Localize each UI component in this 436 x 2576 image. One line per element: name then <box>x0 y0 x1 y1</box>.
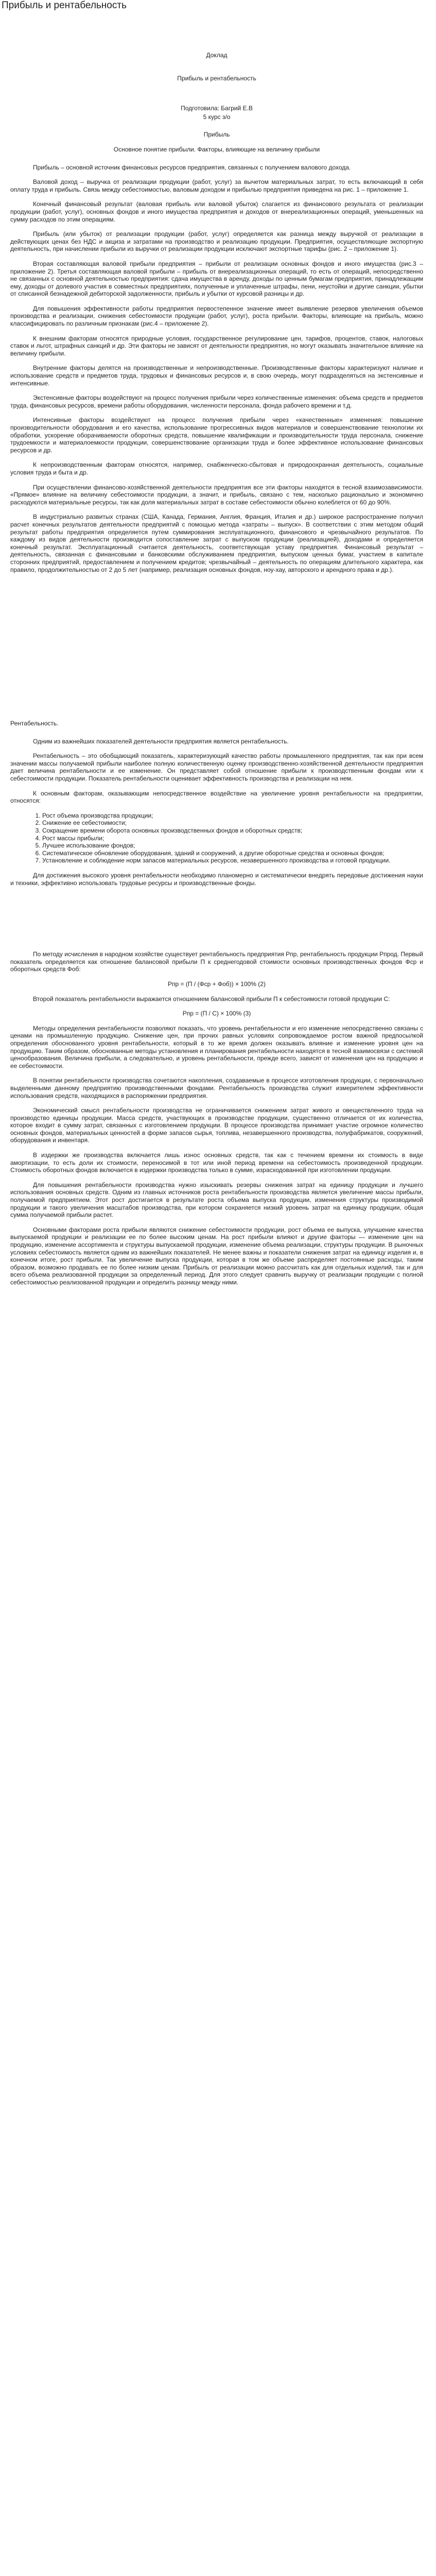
paragraph: Внутренние факторы делятся на производственные и непроизводственные. Производственные факторы характеризуют наличие и использование средств и предметов труда, трудовых и финансовых ресурсов и, в свою очередь, могут подразделяться на экстенсивные и интенсивные. <box>10 364 423 387</box>
paragraph: В издержки же производства включается лишь износ основных средств, так как с течением времени их стоимость в виде амортизации, то есть доли их стоимости, переносимой в тот или иной период времени на себестоимость произведенной продукции. Стоимость оборотных фондов включается в издержки производства только в сумме, израсходованной при изготовлении продукции. <box>10 1151 423 1174</box>
heading-topic: Прибыль и рентабельность <box>177 74 256 82</box>
list-item: 1. Рост объема производства продукции; <box>42 812 423 820</box>
paragraph: Методы определения рентабельности позволяют показать, что уровень рентабельности и его изменение непосредственно связаны с ценами на промышленную продукцию. Снижение цен, при прочих равных условиях сопровождаемое ростом важной предпосылкой определения обоснованного уровня рентабельности, который в то же время должен оказывать влияние и изменение уровня цен на продукцию. Таким образом, обоснованные методы установления и планирования рентабельности находятся в тесной взаимосвязи с системой ценообразования. Величина прибыли, а следовательно, и уровень рентабельности, прежде всего, зависят от изменения цен на продукцию и ее себестоимости. <box>10 1024 423 1070</box>
list-item: 2. Снижение ее себестоимости; <box>42 819 423 827</box>
formula-2: Pпр = (П / C) × 100% (3) <box>182 1010 251 1018</box>
list-item: 3. Сокращение времени оборота основных производственных фондов и оборотных средств; <box>42 827 423 835</box>
paragraph: Для повышения эффективности работы предприятия первостепенное значение имеет выявление резервов увеличения объемов производства и реализации, снижения себестоимости продукции (работ, услуг), роста прибыли. Факторы, влияющие на прибыль, можно классифицировать по различным признакам (рис.4 – приложение 2). <box>10 304 423 328</box>
paragraph: Конечный финансовый результат (валовая прибыль или валовой убыток) слагается из финансового результата от реализации продукции (работ, услуг), основных фондов и иного имущества предприятия и доходов от внереализационных операций, уменьшенных на сумму расходов по этим операциям. <box>10 200 423 223</box>
author-line: Подготовила: Багрий Е.В <box>181 105 253 112</box>
list-item: 7. Установление и соблюдение норм запасов материальных ресурсов, незавершенного производства и готовой продукции. <box>42 857 423 865</box>
course-line: 5 курс з/о <box>203 113 231 121</box>
paragraph: Для повышения рентабельности производства нужно изыскивать резервы снижения затрат на единицу продукции и лучшего использования основных средств. Одним из главных источников роста рентабельности производства является увеличение массы прибыли, получаемой предприятием. Этот рост достигается в результате роста объема выпуска продукции, изменения структуры производимой продукции и такого увеличения масштабов производства, при котором сохраняется низкий уровень затрат на единицу продукции, общая сумма получаемой прибыли растет. <box>10 1181 423 1219</box>
formula-1: Pпр = (П / (Фср + Фоб)) × 100% (2) <box>168 980 266 988</box>
section-subtitle: Основное понятие прибыли. Факторы, влияющие на величину прибыли <box>113 145 320 153</box>
heading-report: Доклад <box>206 52 228 59</box>
paragraph: По методу исчисления в народном хозяйстве существует рентабельность предприятия Pпр, рентабельность продукции Pпрод. Первый показатель определяется как отношение балансовой прибыли П к среднегодовой стоимости основных производственных фондов Фср и оборотных средств Фоб: <box>10 951 423 973</box>
paragraphs-section-d <box>10 951 423 973</box>
factors-list <box>10 812 423 865</box>
paragraphs-section-c <box>10 872 423 887</box>
list-item: 6. Систематическое обновление оборудования, зданий и сооружений, а другие оборотные средства и основных фондов; <box>42 850 423 857</box>
paragraphs-section-b <box>10 738 423 805</box>
spacer <box>10 894 423 951</box>
paragraph: К основным факторам, оказывающим непосредственное воздействие на увеличение уровня рентабельности на предприятии, относятся: <box>10 789 423 805</box>
section-label-profitability: Рентабельность. <box>10 720 59 727</box>
paragraph: В индустриально развитых странах (США, Канада, Германия, Англия, Франция, Италия и др.) широкое распространение получил расчет конечных результатов деятельности предприятий с помощью метода «затраты – выпуск». В соответствии с этим методом общий результат работы предприятия определяется путем суммирования эксплуатационного, финансового и чрезвычайного результатов. По каждому из видов деятельности производится сопоставление затрат с выпуском продукции (реализацией), доходами и определяется конечный результат. Эксплуатационный считается деятельность, соответствующая уставу предприятия. Финансовый результат – деятельность, связанная с финансовыми и банковскими обслуживанием предприятия, выпуском ценных бумаг, участием в капитале сторонних предприятий, предоставлением и получением кредитов; чрезвычайный – деятельность по операциям длительного характера, как правило, продолжительностью от 2 до 5 лет (например, реализация основных фондов, ноу-хау, авторского и арендного права и др.). <box>10 513 423 573</box>
paragraphs-section-e <box>10 995 423 1003</box>
paragraph: Интенсивные факторы воздействуют на процесс получения прибыли через «качественные» изменения: повышение производительности оборудования и его качества, использование прогрессивных видов материалов и совершенствование технологии их обработки, ускорение оборачиваемости оборотных средств, повышение квалификации и производительности труда персонала, снижение трудоемкости и материалоемкости продукции, совершенствование организации труда и более эффективное использование финансовых ресурсов и др. <box>10 416 423 454</box>
paragraph: К внешним факторам относятся природные условия, государственное регулирование цен, тарифов, процентов, ставок, налоговых ставок и льгот, штрафных санкций и др. Эти факторы не зависят от деятельности предприятия, но могут оказывать значительное влияние на величину прибыли. <box>10 334 423 357</box>
list-item: 4. Рост массы прибыли; <box>42 835 423 842</box>
spacer <box>10 581 423 720</box>
section-title: Прибыль <box>203 131 230 139</box>
paragraph: Валовой доход – выручка от реализации продукции (работ, услуг) за вычетом материальных затрат, то есть включающий в себя оплату труда и прибыль. Связь между себестоимостью, валовым доходом и прибылью предприятия приведена на рис. 1 – приложение 1. <box>10 178 423 193</box>
paragraph: Вторая составляющая валовой прибыли предприятия – прибыли от реализации основных фондов и иного имущества (рис.3 – приложение 2). Третья составляющая валовой прибыли – прибыль от внереализационных операций, то есть от операций, непосредственно не связанных с основной деятельностью предприятия: сдача имущества в аренду, доходы по ценным бумагам предприятия, принадлежащим ему, доходы от долевого участия в совместных предприятиях, полученные и уплаченные штрафы, пени, неустойки и другие санкции, убытки от списанной безнадежной дебиторской задолженности, прибыль и убытки от курсовой разницы и др. <box>10 260 423 298</box>
paragraph: При осуществлении финансово-хозяйственной деятельности предприятия все эти факторы находятся в тесной взаимозависимости. «Прямое» влияние на величину себестоимости продукции, а значит, и прибыль, связано с тем, насколько рационально и экономично расходуются материальные ресурсы, так как доля материальных затрат в составе себестоимости обычно колеблется от 60 до 90%. <box>10 483 423 506</box>
paragraph: Для достижения высокого уровня рентабельности необходимо планомерно и систематически внедрять передовые достижения науки и техники, эффективно использовать трудовые ресурсы и производственные фонды. <box>10 872 423 887</box>
paragraph: Прибыль – основной источник финансовых ресурсов предприятия, связанных с получением валового дохода. <box>33 163 351 171</box>
paragraph: Основными факторами роста прибыли являются снижение себестоимости продукции, рост объема ее выпуска, улучшение качества выпускаемой продукции и реализации ее по более высоким ценам. На рост прибыли влияют и другие факторы — изменение цен на продукцию, изменение ассортимента и структуры выпускаемой продукции, изменение объема реализации, структуры продукции. В рыночных условиях себестоимость является одним из важнейших показателей. Не менее важны и показатели снижения затрат на единицу изделия и, в конечном итоге, рост прибыли. Так увеличение выпуска продукции, которая в том же объеме распределяет постоянные расходы, таким образом, возможно продавать ее по более низким ценам. Прибыль от реализации можно рассчитать как для отдельных изделий, так и для всего объема реализованной продукции за определенный период. Для этого следует сравнить выручку от реализации продукции с полной себестоимостью реализованной продукции и определить разницу между ними. <box>10 1226 423 1286</box>
paragraph: Второй показатель рентабельности выражается отношением балансовой прибыли П к себестоимости готовой продукции C: <box>33 995 390 1003</box>
paragraph: Прибыль (или убыток) от реализации продукции (работ, услуг) определяется как разница между выручкой от реализации в действующих ценах без НДС и акциза и затратами на производство и реализацию продукции. Предприятия, осуществляющие экспортную деятельность, при начислении прибыли из выручки от реализации продукции исключают экспортные тарифы (рис. 2 – приложение 1). <box>10 230 423 253</box>
paragraph: В понятии рентабельности производства сочетаются накопления, создаваемые в процессе изготовления продукции, с первоначально выделенными данному предприятию производственными фондами. Рентабельность производства служит измерителем эффективности использования средств, находящихся в распоряжении предприятия. <box>10 1077 423 1099</box>
list-item: 5. Лучшее использование фондов; <box>42 842 423 850</box>
page-title: Прибыль и рентабельность <box>2 0 127 11</box>
author-block <box>10 105 423 121</box>
paragraph: Экстенсивные факторы воздействуют на процесс получения прибыли через количественные изменения: объема средств и предметов труда, финансовых ресурсов, времени работы оборудования, численности персонала, фонда рабочего времени и т.д. <box>10 394 423 409</box>
paragraph: К непроизводственным факторам относятся, например, снабженческо-сбытовая и природоохранная деятельность, социальные условия труда и быта и др. <box>10 461 423 476</box>
paragraphs-section-a <box>10 164 423 574</box>
title-block <box>10 52 423 82</box>
document-body <box>10 52 423 1294</box>
paragraph: Рентабельность – это обобщающий показатель, характеризующий качество работы промышленного предприятия, так как при всем значении массы получаемой прибыли наиболее полную количественную оценку производственно-хозяйственной деятельности предприятия дает величина рентабельности и ее изменение. Он представляет собой отношение прибыли к производственным фондам или к себестоимости продукции. Показатель рентабельности оценивает эффективность производства и реализации на нем. <box>10 752 423 783</box>
paragraphs-section-f <box>10 1025 423 1286</box>
paragraph: Экономический смысл рентабельности производства не ограничивается снижением затрат живого и овеществленного труда на производство единицы продукции. Масса средств, участвующих в производстве продукции, существенно отличается от их количества, которое входит в сумму затрат, связанных с изготовлением продукции. В процессе производства принимает участие огромное количество основных фондов, материальных ценностей в форме запасов сырья, топлива, незавершенного производства, полуфабрикатов, сооружений, оборудования и инвентаря. <box>10 1107 423 1144</box>
paragraph: Одним из важнейших показателей деятельности предприятия является рентабельность. <box>33 737 289 745</box>
